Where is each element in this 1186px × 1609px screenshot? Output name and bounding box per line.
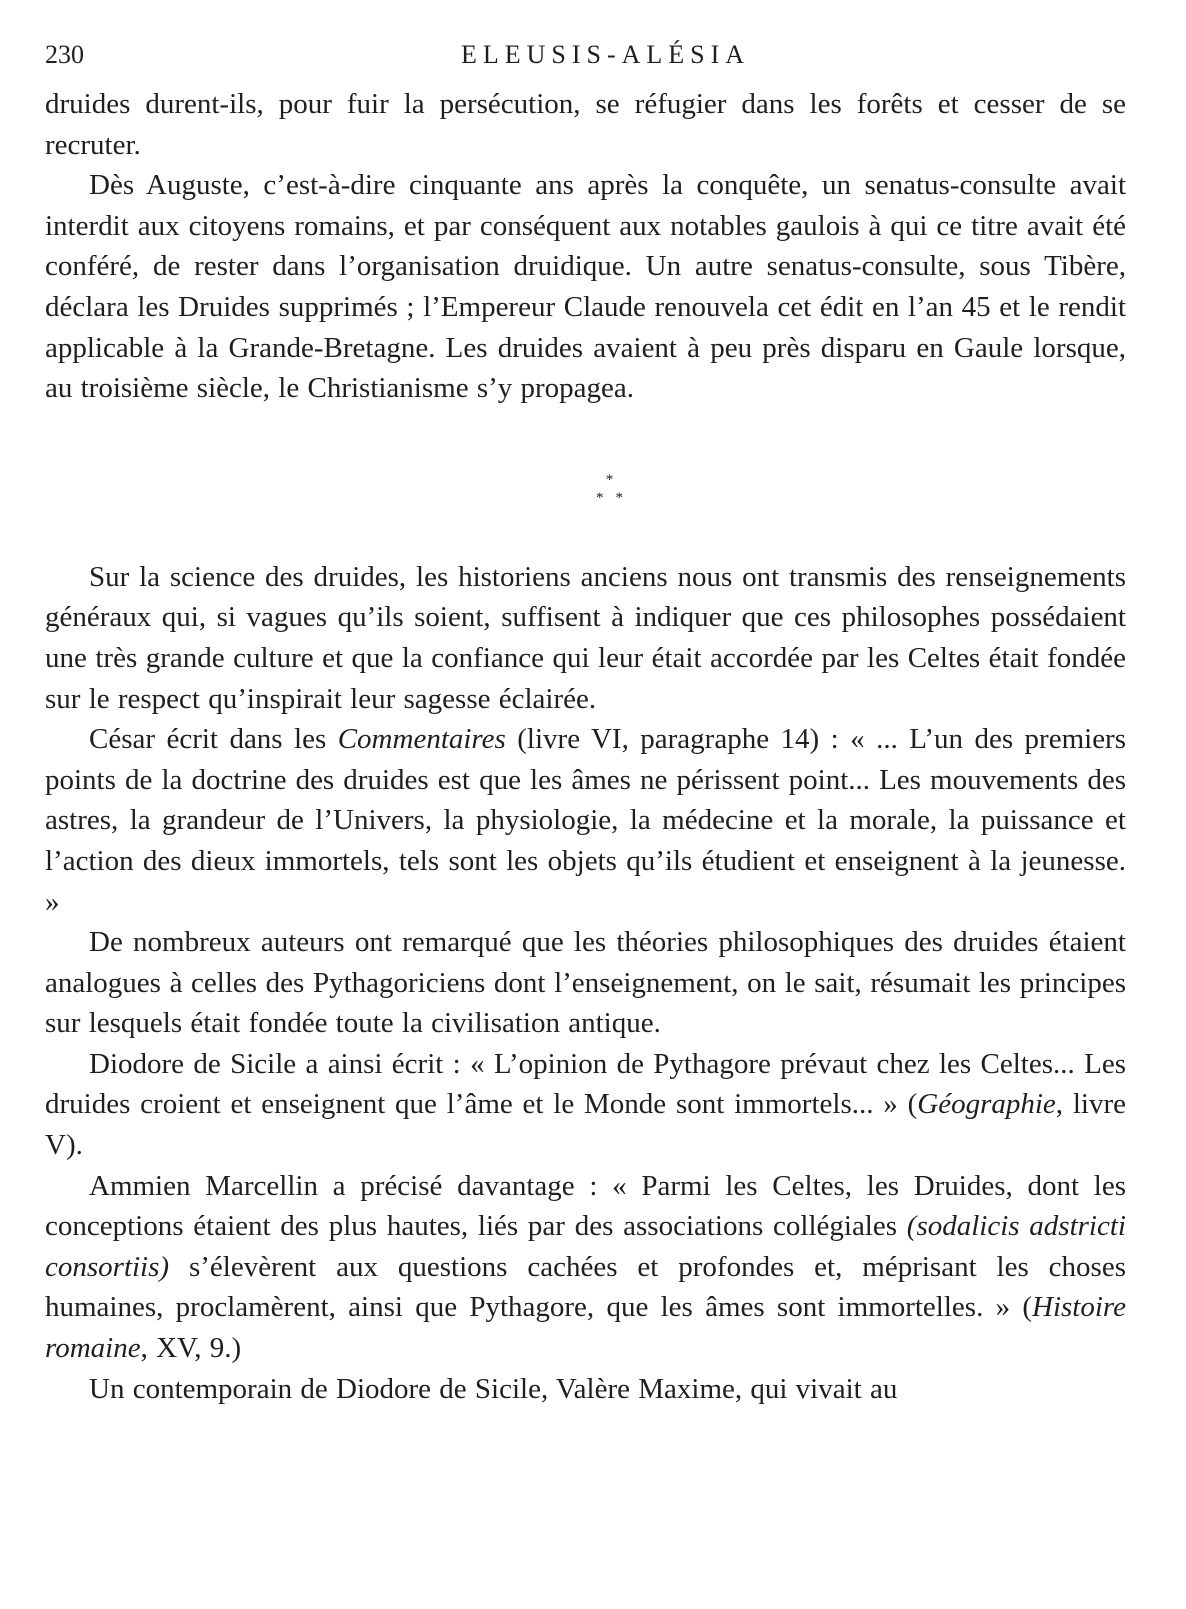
- asterism-bottom-stars: **: [596, 489, 635, 506]
- cesar-text-after: (livre VI, paragraphe 14) : « ... L’un des premiers points de la doctrine des druides est que les âmes ne périssent point... Les mouvements des astres, la grandeur de l’Univers, la physiologie, la médecine et la morale, la puissance et l’action des dieux immortels, tels sont les objets qu’ils étudient et enseignent à la jeunesse. »: [45, 723, 1127, 918]
- ammien-text-before: Ammien Marcellin a précisé davantage : « Parmi les Celtes, les Druides, dont les conceptions étaient des plus hautes, liés par des associations collégiales: [45, 1169, 1126, 1243]
- ammien-italic-title: Histoire romaine: [45, 1291, 1126, 1365]
- section-break-asterism: [45, 471, 1126, 507]
- continuation-paragraph: druides durent-ils, pour fuir la persécution, se réfugier dans les forêts et cesser de se recruter.: [45, 88, 1126, 161]
- cesar-text-before: César écrit dans les: [89, 723, 338, 756]
- paragraph-auguste: Dès Auguste, c’est-à-dire cinquante ans après la conquête, un senatus-consulte avait interdit aux citoyens romains, et par conséquent aux notables gaulois à qui ce titre avait été conféré, de rester dans l’organisation druidique. Un autre senatus-consulte, sous Tibère, déclara les Druides supprimés ; l’Empereur Claude renouvela cet édit en l’an 45 et le rendit applicable à la Grande-Bretagne. Les druides avaient à peu près disparu en Gaule lorsque, au troisième siècle, le Christianisme s’y propagea.: [45, 169, 1126, 405]
- page-header: [45, 40, 1126, 84]
- paragraph-ammien: [45, 1166, 1126, 1369]
- ammien-text-after: , XV, 9.): [140, 1332, 242, 1365]
- paragraph-cesar: [45, 719, 1126, 922]
- cesar-italic-title: Commentaires: [337, 723, 506, 756]
- asterism-top-star: *: [605, 471, 614, 488]
- diodore-text-after: , livre V).: [45, 1088, 1126, 1162]
- page-number: 230: [45, 40, 84, 69]
- running-title: ELEUSIS-ALÉSIA: [460, 40, 751, 69]
- paragraph-valere-maxime: Un contemporain de Diodore de Sicile, Valère Maxime, qui vivait au: [89, 1372, 898, 1405]
- paragraph-pythagoriciens: De nombreux auteurs ont remarqué que les théories philosophiques des druides étaient analogues à celles des Pythagoriciens dont l’enseignement, on le sait, résumait les principes sur lesquels était fondée toute la civilisation antique.: [45, 926, 1126, 1040]
- diodore-italic-title: Géographie: [917, 1088, 1056, 1121]
- ammien-italic-latin: (sodalicis adstricti consortiis): [45, 1210, 1126, 1283]
- paragraph-diodore: [45, 1044, 1126, 1166]
- paragraph-science-druides: Sur la science des druides, les historiens anciens nous ont transmis des renseignements généraux qui, si vagues qu’ils soient, suffisent à indiquer que ces philosophes possédaient une très grande culture et que la confiance qui leur était accordée par les Celtes était fondée sur le respect qu’inspirait leur sagesse éclairée.: [45, 560, 1126, 715]
- ammien-text-middle: s’élevèrent aux questions cachées et profondes et, méprisant les choses humaines, proclamèrent, ainsi que Pythagore, que les âmes sont immortelles. » (: [45, 1250, 1126, 1324]
- diodore-text-before: Diodore de Sicile a ainsi écrit : « L’opinion de Pythagore prévaut chez les Celtes... Les druides croient et enseignent que l’âme et le Monde sont immortels... » (: [45, 1047, 1126, 1121]
- body-text: [45, 84, 1126, 1409]
